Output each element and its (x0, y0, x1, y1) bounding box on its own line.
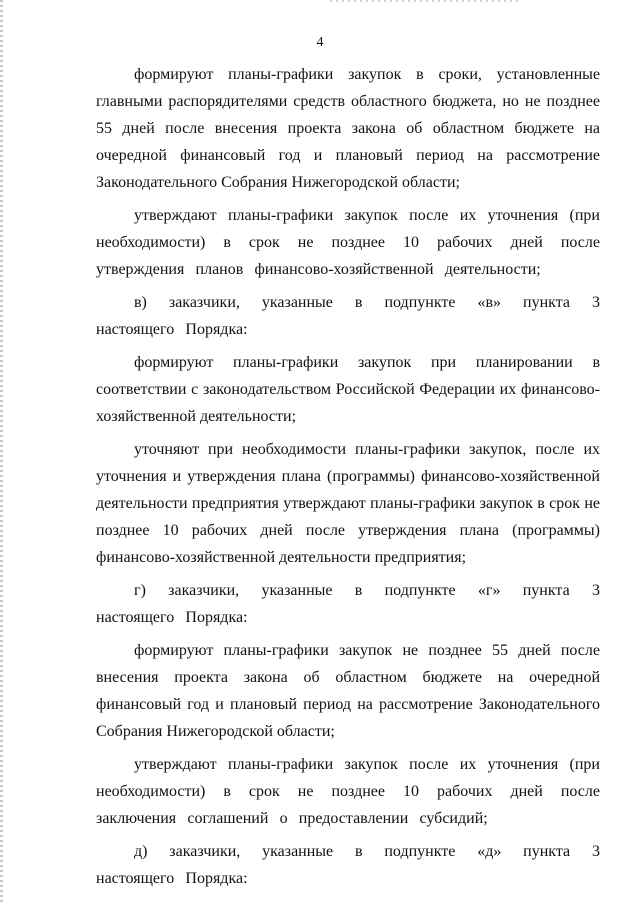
paragraph: г) заказчики, указанные в подпункте «г» пункта 3 настоящего Порядка: (96, 582, 600, 626)
page-number: 4 (316, 35, 324, 50)
paragraph: утверждают планы-графики закупок после их уточнения (при необходимости) в срок не позднее 10 рабочих дней после утверждения планов финансово-хозяйственной деятельности; (96, 207, 600, 278)
paragraph: д) заказчики, указанные в подпункте «д» пункта 3 настоящего Порядка: (96, 843, 600, 887)
paragraph: формируют планы-графики закупок не позднее 55 дней после внесения проекта закона об областном бюджете на очередной финансовый год и плановый период на рассмотрение Законодательного Собрания Нижегородской области; (96, 642, 600, 740)
scan-edge-top (330, 0, 520, 2)
paragraph: утверждают планы-графики закупок после их уточнения (при необходимости) в срок не позднее 10 рабочих дней после заключения соглашений о предоставлении субсидий; (96, 756, 600, 827)
document-body (96, 61, 600, 898)
scan-edge-left (0, 0, 3, 905)
paragraph: формируют планы-графики закупок при планировании в соответствии с законодательством Российской Федерации их финансово-хозяйственной деятельности; (96, 354, 600, 425)
paragraph: уточняют при необходимости планы-графики закупок, после их уточнения и утверждения плана (программы) финансово-хозяйственной деятельности предприятия утверждают планы-графики закупок в срок не позднее 10 рабочих дней после утверждения плана (программы) финансово-хозяйственной деятельности предприятия; (96, 441, 600, 566)
paragraph: в) заказчики, указанные в подпункте «в» пункта 3 настоящего Порядка: (96, 294, 600, 338)
paragraph: формируют планы-графики закупок в сроки, установленные главными распорядителями средств областного бюджета, но не позднее 55 дней после внесения проекта закона об областном бюджете на очередной финансовый год и плановый период на рассмотрение Законодательного Собрания Нижегородской области; (96, 66, 600, 191)
